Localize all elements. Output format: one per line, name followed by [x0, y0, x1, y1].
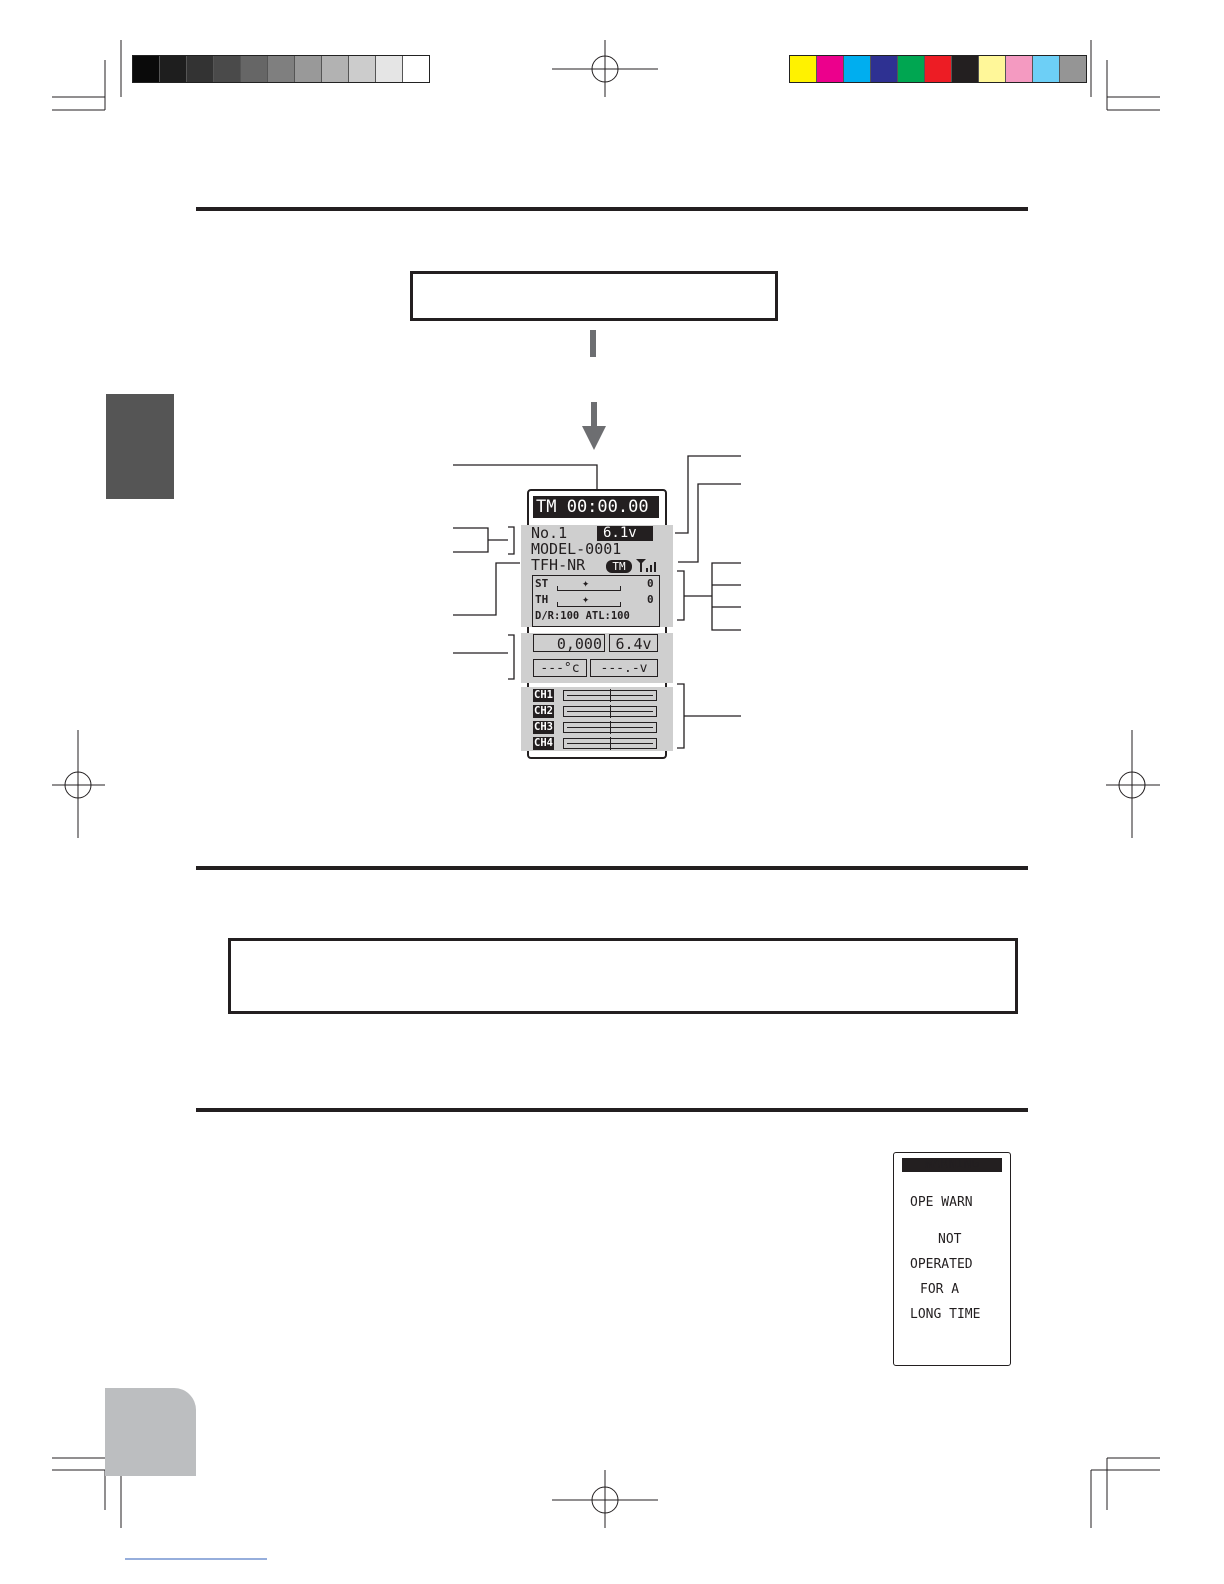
st-label: ST	[535, 577, 549, 590]
warning-line-1: OPE WARN	[910, 1195, 973, 1210]
warning-line-5: LONG TIME	[910, 1307, 981, 1322]
channel-bar	[563, 690, 657, 701]
st-trim-marker: ✦	[582, 576, 590, 590]
warning-screen	[893, 1152, 1011, 1366]
warning-title: WARNING	[902, 1158, 1002, 1172]
channel-center-line	[610, 721, 611, 734]
lcd-home-screen	[527, 489, 667, 759]
channel-center-line	[610, 705, 611, 718]
channel-label: CH3	[534, 721, 553, 733]
model-name: MODEL-0001	[531, 540, 622, 558]
sensor-ext-voltage: ---.-v	[590, 659, 658, 677]
channel-label: CH4	[534, 737, 553, 749]
channel-label: CH2	[534, 705, 553, 717]
th-trim-marker: ✦	[582, 592, 590, 606]
note-box	[228, 938, 1018, 1014]
warning-line-2: NOT	[938, 1232, 962, 1247]
sensor-temperature: ---°c	[533, 659, 587, 677]
warning-line-4: FOR A	[920, 1282, 960, 1297]
signal-strength-icon	[636, 559, 658, 573]
receiver-mode: TFH-NR	[531, 556, 586, 574]
warning-line-3: OPERATED	[910, 1257, 973, 1272]
st-value: 0	[647, 577, 654, 590]
th-value: 0	[647, 593, 654, 606]
channel-center-line	[610, 689, 611, 702]
timer-badge: TM	[606, 560, 632, 573]
model-number: No.1	[531, 524, 568, 542]
th-label: TH	[535, 593, 549, 606]
channel-bar	[563, 706, 657, 717]
battery-voltage: 6.1v	[597, 526, 653, 541]
channel-bar	[563, 738, 657, 749]
timer-display: TM 00:00.00	[533, 496, 659, 518]
channel-center-line	[610, 737, 611, 750]
sensor-voltage: 6.4v	[609, 634, 658, 652]
channel-label: CH1	[534, 689, 553, 701]
channel-bar	[563, 722, 657, 733]
sensor-rpm: 0,000	[533, 634, 605, 652]
dr-atl-values: D/R:100 ATL:100	[535, 610, 630, 622]
